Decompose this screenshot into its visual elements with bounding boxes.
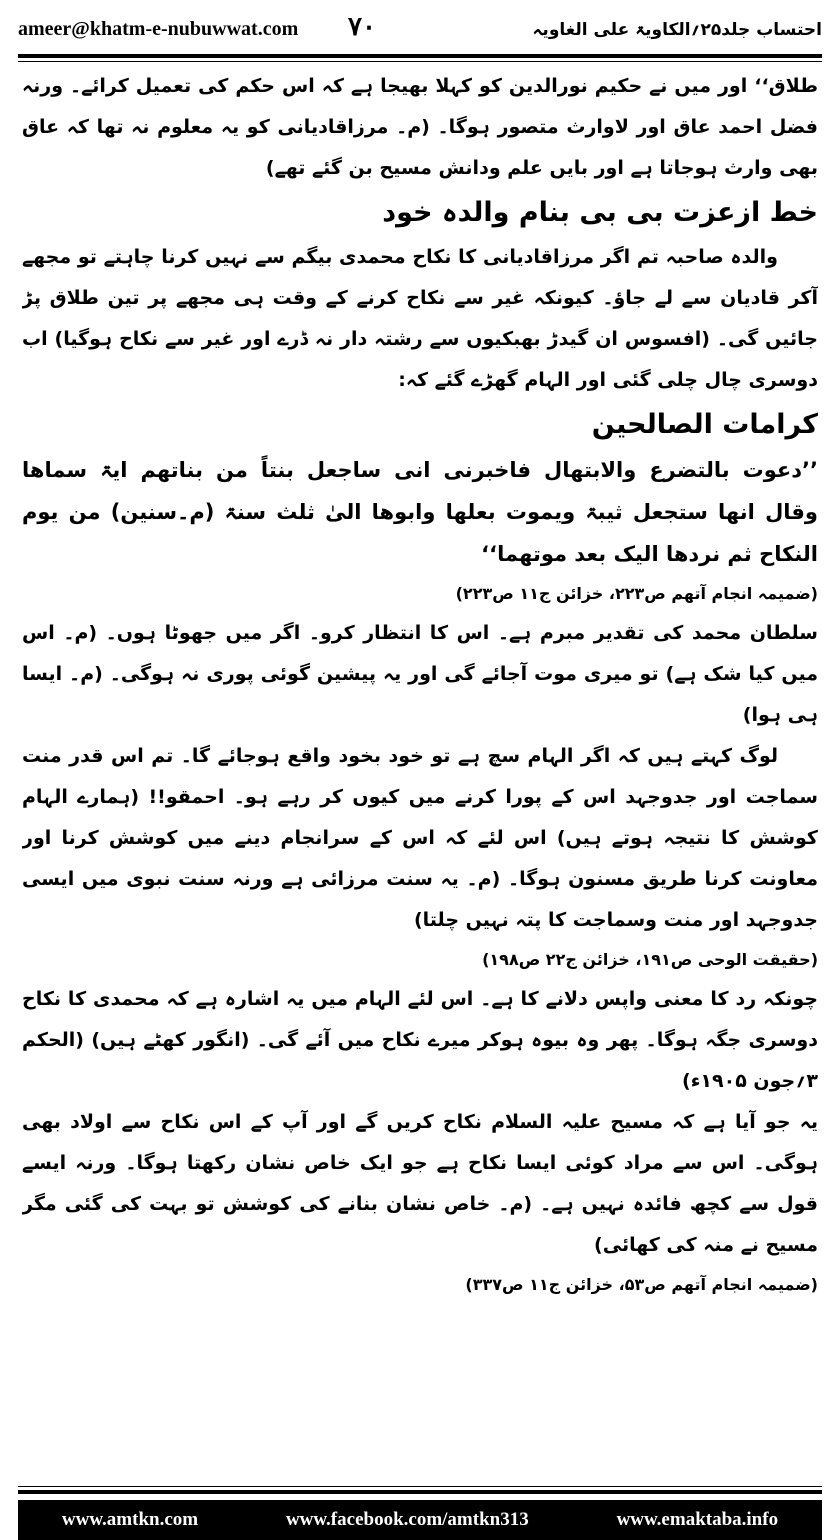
heading-karamat: کرامات الصالحین bbox=[591, 409, 818, 440]
footer-rule-thick bbox=[18, 1490, 822, 1494]
reference-1: (ضمیمہ انجام آتھم ص۲۲۳، خزائن ج۱۱ ص۲۲۳) bbox=[455, 584, 818, 603]
page-header bbox=[18, 8, 822, 50]
footer-link-emaktaba[interactable]: www.emaktaba.info bbox=[616, 1509, 779, 1530]
reference-3: (ضمیمہ انجام آتھم ص۵۳، خزائن ج۱۱ ص۳۳۷) bbox=[465, 1275, 818, 1294]
paragraph-3: سلطان محمد کی تقدیر مبرم ہے۔ اس کا انتظار کرو۔ اگر میں جھوٹا ہوں۔ (م۔ اس میں کیا شک ہے) تو میری موت آجائے گی اور یہ پیشین گوئی پوری نہ ہوگی۔ (م۔ ایسا ہی ہوا) bbox=[22, 622, 818, 726]
header-rule-thin bbox=[18, 61, 822, 62]
footer-link-amtkn[interactable]: www.amtkn.com bbox=[61, 1509, 199, 1530]
paragraph-6: یہ جو آیا ہے کہ مسیح علیہ السلام نکاح کریں گے اور آپ کے اس نکاح سے اولاد بھی ہوگی۔ اس سے مراد کوئی ایسا نکاح ہے جو ایک خاص نشان رکھتا ہوگا۔ ورنہ ایسے قول سے کچھ فائدہ نہیں ہے۔ (م۔ خاص نشان بنانے کی کوشش تو بہت کی گئی مگر مسیح نے منہ کی کھائی) bbox=[22, 1111, 818, 1256]
header-rule-thick bbox=[18, 54, 822, 58]
paragraph-4: لوگ کہتے ہیں کہ اگر الہام سچ ہے تو خود بخود واقع ہوجائے گا۔ تم اس قدر منت سماجت اور جدوجہد اس کے پورا کرنے میں کیوں کر رہے ہو۔ احمقو!! (ہمارے الہام کوشش کا نتیجہ ہوتے ہیں) اس لئے کہ اس کے سرانجام دینے میں کوشش کرنا اور معاونت کرنا طریق مسنون ہوگا۔ (م۔ یہ سنت مرزائی ہے ورنہ سنت نبوی میں ایسی جدوجہد اور منت وسماجت کا پتہ نہیں چلتا) bbox=[22, 745, 818, 931]
header-email[interactable]: ameer@khatm-e-nubuwwat.com bbox=[18, 17, 299, 40]
paragraph-1: طلاق‘‘ اور میں نے حکیم نورالدین کو کہلا بھیجا ہے کہ اس حکم کی تعمیل کرائے۔ ورنہ فضل احمد عاق اور لاوارث متصور ہوگا۔ (م۔ مرزاقادیانی کو یہ معلوم نہ تھا کہ عاق بھی وارث ہوجاتا ہے اور بایں علم ودانش مسیح بن گئے تھے) bbox=[22, 75, 818, 179]
page-footer bbox=[18, 1500, 822, 1540]
arabic-quote: ’’دعوت بالتضرع والابتھال فاخبرنی انی ساجعل بنتاً من بناتھم ایۃ سماھا وقال انھا ستجعل ثیبۃ ویموت بعلھا وابوھا الیٰ ثلث سنۃ (م۔سنین) من یوم النکاح ثم نردھا الیک بعد موتھما‘‘ bbox=[22, 458, 818, 566]
footer-link-facebook[interactable]: www.facebook.com/amtkn313 bbox=[285, 1509, 529, 1530]
paragraph-2: والدہ صاحبہ تم اگر مرزاقادیانی کا نکاح محمدی بیگم سے نہیں کرنا چاہتے تو مجھے آکر قادیان سے لے جاؤ۔ کیونکہ غیر سے نکاح کرنے کے وقت ہی مجھے پر تین طلاق پڑ جائیں گی۔ (افسوس ان گیدڑ بھبکیوں سے رشتہ دار نہ ڈرے اور غیر سے نکاح ہوگیا) اب دوسری چال چلی گئی اور الہام گھڑے گئے کہ: bbox=[22, 246, 818, 391]
page-number: ۷۰ bbox=[348, 12, 376, 42]
reference-2: (حقیقت الوحی ص۱۹۱، خزائن ج۲۲ ص۱۹۸) bbox=[482, 950, 818, 969]
book-title: احتساب جلد۲۵؍الکاویۃ علی الغاویہ bbox=[532, 19, 822, 40]
page-content bbox=[22, 66, 818, 1464]
heading-letter: خط ازعزت بی بی بنام والدہ خود bbox=[382, 197, 818, 228]
footer-rule-thin bbox=[18, 1486, 822, 1487]
paragraph-5: چونکہ رد کا معنی واپس دلانے کا ہے۔ اس لئے الہام میں یہ اشارہ ہے کہ محمدی کا نکاح دوسری جگہ ہوگا۔ پھر وہ بیوہ ہوکر میرے نکاح میں آئے گی۔ (انگور کھٹے ہیں) (الحکم ۳؍جون ۱۹۰۵ء) bbox=[22, 988, 818, 1092]
